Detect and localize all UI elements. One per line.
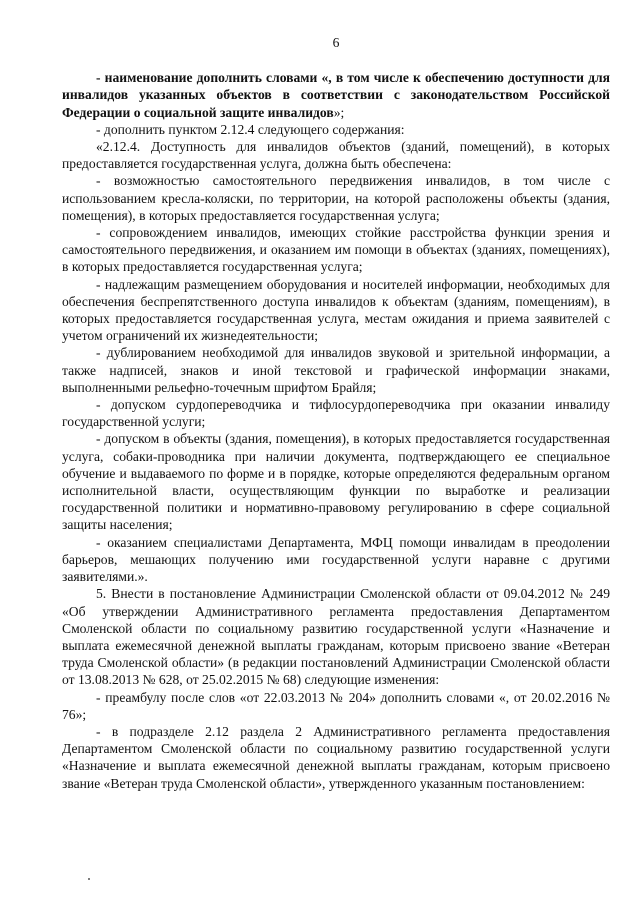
paragraph xyxy=(62,172,610,224)
paragraph-text: - надлежащим размещением оборудования и носителей информации, необходимых для обеспечения беспрепятственного доступа инвалидов к объектам (зданиям, помещениям), в которых предоставляется государственная услуга, местам ожидания и приема заявителей с учетом ограничений их жизнедеятельности; xyxy=(62,276,610,344)
paragraph xyxy=(62,534,610,586)
paragraph xyxy=(62,689,610,723)
paragraph-text: «2.12.4. Доступность для инвалидов объектов (зданий, помещений), в которых предоставляется государственная услуга, должна быть обеспечена: xyxy=(62,139,610,172)
paragraph xyxy=(62,121,610,138)
paragraph xyxy=(62,430,610,533)
paragraph xyxy=(62,224,610,276)
paragraph-text: - допуском сурдопереводчика и тифлосурдопереводчика при оказании инвалиду государственной услуги; xyxy=(62,397,610,430)
paragraph-text: 5. Внести в постановление Администрации Смоленской области от 09.04.2012 № 249 «Об утверждении Административного регламента предоставления Департаментом Смоленской области по социальному развитию государственной услуги «Назначение и выплата ежемесячной денежной выплаты гражданам, которым присвоено звание «Ветеран труда Смоленской области» (в редакции постановлений Администрации Смоленской области от 13.08.2013 № 628, от 25.02.2015 № 68) следующие изменения: xyxy=(62,586,610,688)
paragraph xyxy=(62,585,610,688)
paragraph xyxy=(62,69,610,121)
paragraph-text: - оказанием специалистами Департамента, МФЦ помощи инвалидам в преодолении барьеров, мешающих получению ими государственной услуги наравне с другими заявителями.». xyxy=(62,534,610,585)
paragraph xyxy=(62,723,610,792)
paragraph-text: - преамбулу после слов «от 22.03.2013 № 204» дополнить словами «, от 20.02.2016 № 76»; xyxy=(62,689,610,722)
document-body xyxy=(62,69,610,792)
paragraph xyxy=(62,138,610,172)
paragraph-text: »; xyxy=(333,104,345,120)
paragraph xyxy=(62,344,610,396)
paragraph-text: - в подразделе 2.12 раздела 2 Административного регламента предоставления Департаментом Смоленской области по социальному развитию государственной услуги «Назначение и выплата ежемесячной денежной выплаты гражданам, которым присвоено звание «Ветеран труда Смоленской области», утвержденного указанным постановлением: xyxy=(62,723,610,791)
bold-text: - наименование дополнить словами «, xyxy=(96,70,336,86)
document-page xyxy=(62,34,610,792)
paragraph-text: - допуском в объекты (здания, помещения), в которых предоставляется государственная услуга, собаки-проводника при наличии документа, подтверждающего ее специальное обучение и выдаваемого по форме и в порядке, которые определяются федеральным органом исполнительной власти, осуществляющим функции по выработке и реализации государственной политики и нормативно-правовому регулированию в сфере социальной защиты населения; xyxy=(62,431,610,533)
paragraph-text: - дополнить пунктом 2.12.4 следующего содержания: xyxy=(96,121,405,137)
paragraph xyxy=(62,276,610,345)
page-number: 6 xyxy=(332,35,340,50)
paragraph-text: - дублированием необходимой для инвалидов звуковой и зрительной информации, а также надписей, знаков и иной текстовой и графической информации знаками, выполненными рельефно-точечным шрифтом Брайля; xyxy=(62,345,610,395)
paragraph xyxy=(62,396,610,430)
paragraph-text: - сопровождением инвалидов, имеющих стойкие расстройства функции зрения и самостоятельного передвижения, и оказанием им помощи в объектах (зданиях, помещениях), в которых предоставляется государственная услуга; xyxy=(62,225,610,275)
bold-text: в том числе к обеспечению доступности для инвалидов указанных объектов в соответствии с законодательством Российской Федерации о социальной защите инвалидов xyxy=(62,70,610,120)
scan-speck xyxy=(88,878,90,880)
paragraph-text: - возможностью самостоятельного передвижения инвалидов, в том числе с использованием кресла-коляски, по территории, на которой расположены объекты (здания, помещения), в которых предоставляется государственная услуга; xyxy=(62,173,610,223)
